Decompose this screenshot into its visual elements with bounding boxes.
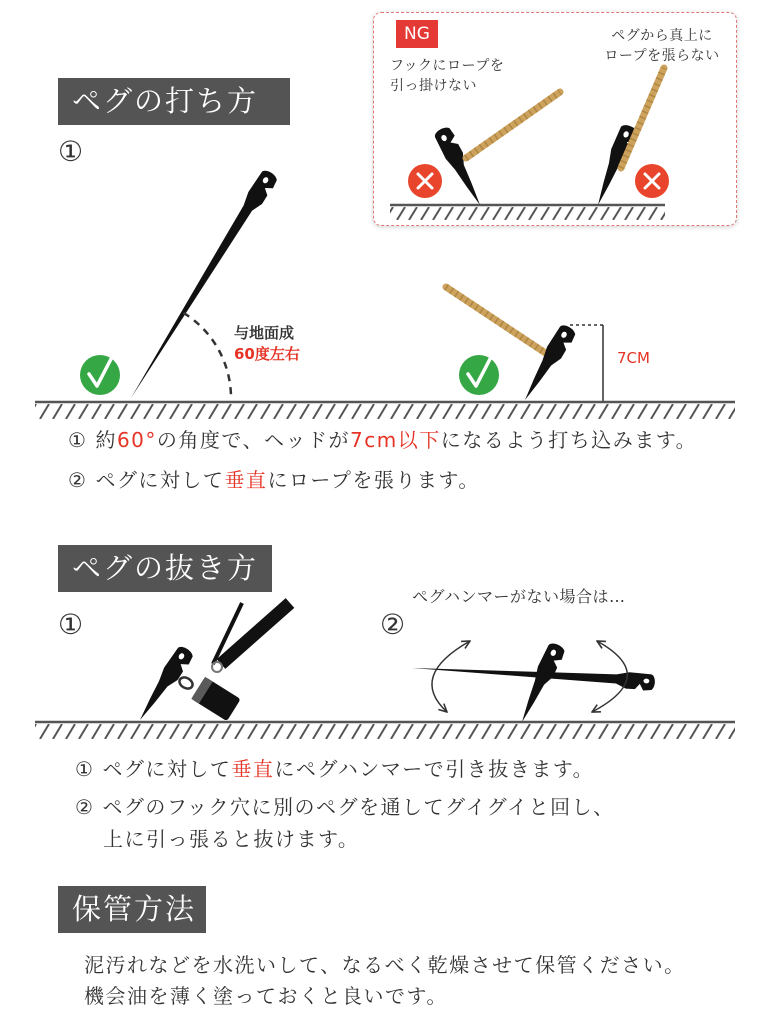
figure-marker: ①: [58, 608, 84, 641]
cross-circle-icon: [635, 164, 669, 198]
cross-circle-icon: [408, 164, 442, 198]
driven-peg: [518, 322, 578, 405]
hook-warning-line-1: フックにロープを: [390, 58, 505, 74]
step-marker: ②: [75, 795, 95, 819]
step-text: にペグハンマーで引き抜きます。: [274, 757, 595, 781]
step-highlight: 7cm以下: [350, 428, 441, 452]
curved-arrow-icon: [432, 641, 470, 712]
no-hammer-note: ペグハンマーがない場合は…: [412, 587, 626, 606]
step-text: 約: [95, 428, 117, 452]
ng-hooked-peg: [432, 125, 490, 209]
angled-peg: [124, 168, 279, 404]
step-text: にロープを張ります。: [267, 468, 480, 492]
step-text: ペグに対して: [102, 757, 232, 781]
tension-rope: [446, 287, 553, 358]
remove-ground-hatching: [35, 724, 735, 739]
remove-step-2-continued: 上に引っ張ると抜けます。: [103, 827, 360, 851]
step-highlight: 垂直: [224, 468, 268, 492]
drive-ground-hatching: [35, 404, 735, 419]
hook-warning: [390, 56, 504, 96]
angle-note-line-1: 与地面成: [234, 324, 295, 342]
storage-line-2: 機会油を薄く塗っておくと良いです。: [84, 984, 448, 1008]
pulled-peg: [133, 644, 195, 726]
ng-badge: NG: [396, 20, 438, 48]
section-title-storage: 保管方法: [58, 886, 206, 933]
step-highlight: 60°: [116, 428, 157, 452]
step-text: の角度で、ヘッドが: [156, 428, 350, 452]
step-marker: ①: [68, 428, 88, 452]
ng-ground-hatching: [390, 207, 665, 220]
check-circle-icon: [459, 355, 499, 395]
step-marker: ②: [68, 468, 88, 492]
storage-line-1: 泥汚れなどを水洗いして、なるべく乾燥させて保管ください。: [84, 953, 686, 977]
height-note: 7CM: [617, 349, 650, 367]
figure-marker: ①: [58, 135, 84, 168]
step-marker: ①: [75, 757, 95, 781]
ng-vertical-rope: [621, 68, 664, 168]
drive-step-1: [68, 427, 752, 453]
peg-hammer: [177, 603, 290, 721]
vertical-warning-line-1: ペグから真上に: [611, 28, 713, 44]
section-title-drive: ペグの打ち方: [58, 78, 290, 125]
check-circle-icon: [80, 355, 120, 395]
ng-hook-rope: [466, 92, 560, 158]
step-text: ペグのフック穴に別のペグを通してグイグイと回し、: [102, 795, 615, 819]
section-title-remove: ペグの抜き方: [58, 545, 272, 592]
drive-step-2: [68, 467, 752, 493]
remove-step-2: [75, 794, 752, 820]
vertical-warning-line-2: ロープを張らない: [604, 48, 720, 64]
hook-warning-line-2: 引っ掛けない: [390, 78, 477, 94]
angle-arc: [183, 313, 231, 398]
figure-marker: ②: [380, 608, 406, 641]
remove-step-1: [75, 756, 752, 782]
step-text: ペグに対して: [95, 468, 225, 492]
step-highlight: 垂直: [231, 757, 275, 781]
stuck-peg: [515, 641, 567, 727]
angle-note: [234, 323, 300, 365]
step-text: になるよう打ち込みます。: [440, 428, 698, 452]
angle-note-line-2: 60度左右: [234, 345, 300, 363]
vertical-rope-warning: [592, 26, 732, 66]
